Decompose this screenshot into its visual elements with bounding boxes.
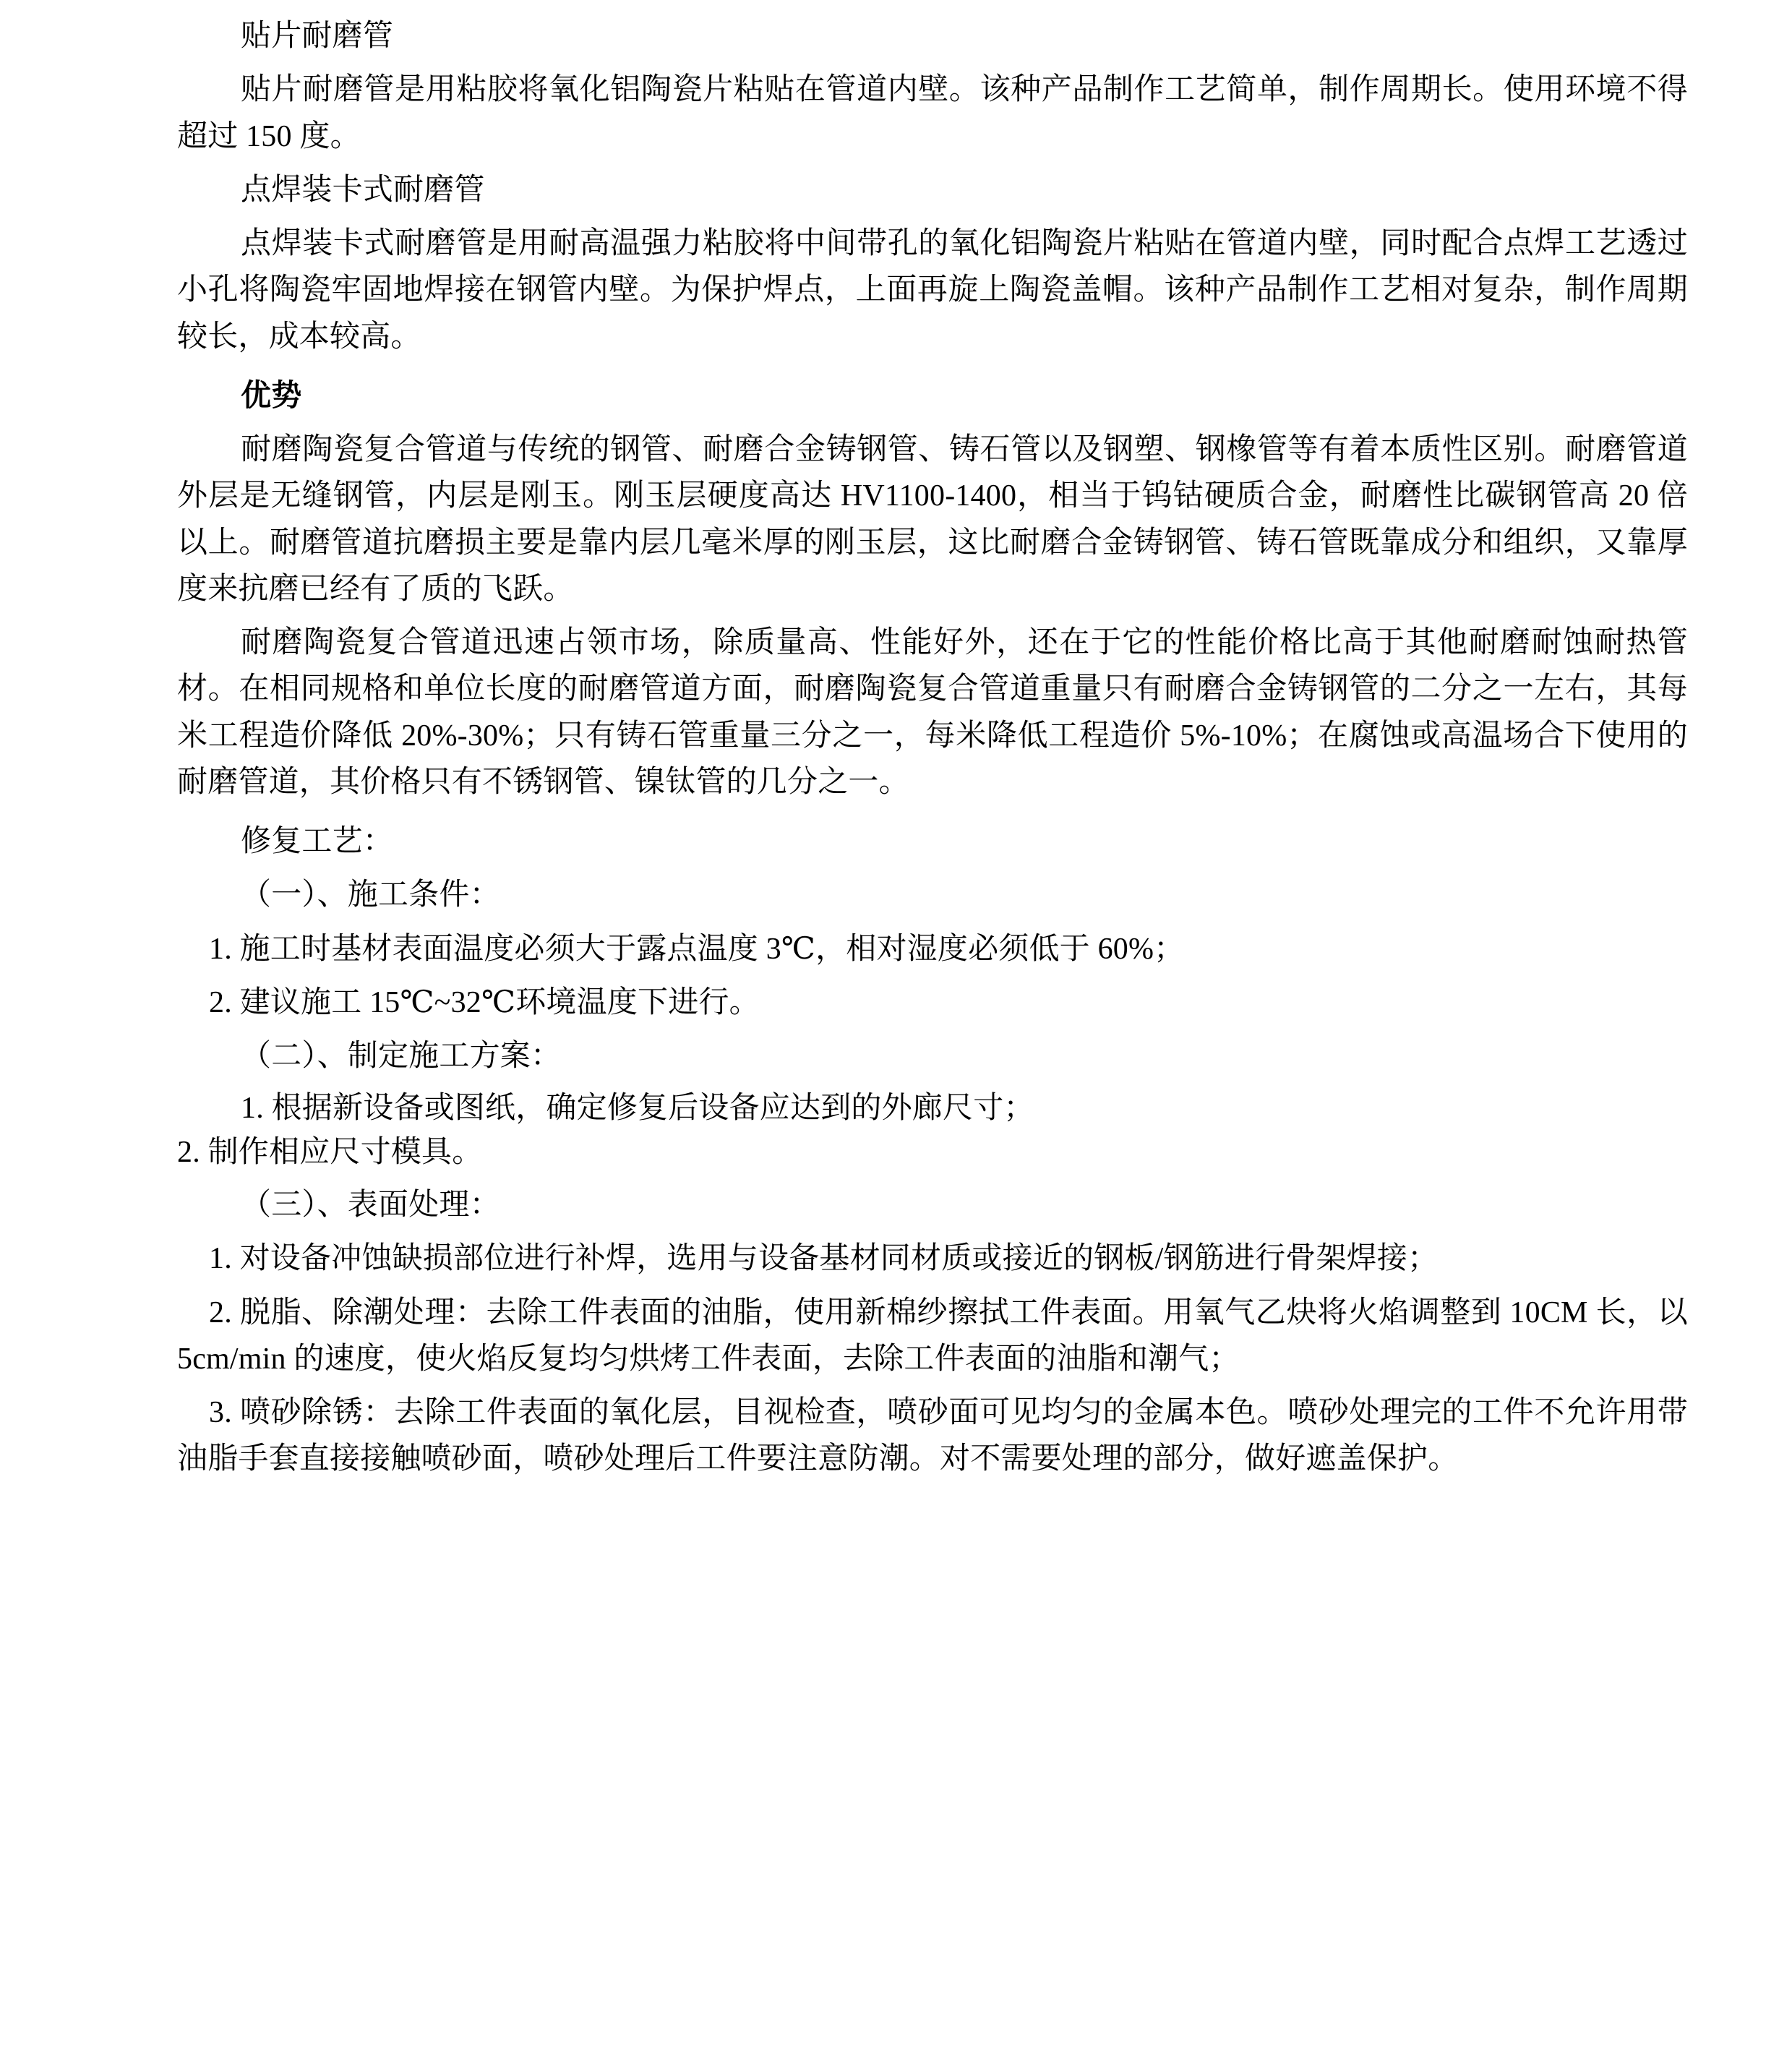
spacer: [177, 1382, 1688, 1389]
paragraph-section-three: （三）、表面处理：: [241, 1188, 500, 1222]
spacer: [177, 1079, 1688, 1087]
spacer: [177, 972, 1688, 980]
spacer: [177, 919, 1688, 926]
spacer: [177, 612, 1688, 620]
spacer: [177, 59, 1688, 67]
section-heading-advantages: 优势: [241, 379, 302, 413]
spacer: [177, 360, 1688, 373]
list-item-surface-3: 3. 喷砂除锈：去除工件表面的氧化层，目视检查，喷砂面可见均匀的金属本色。喷砂处理完的工件不允许用带油脂手套直接接触喷砂面，喷砂处理后工件要注意防潮。对不需要处理的部分，做好遮盖保护。: [177, 1396, 1688, 1476]
spacer: [177, 160, 1688, 167]
spacer: [177, 805, 1688, 818]
spacer: [177, 1228, 1688, 1235]
list-item-condition-2: 2. 建议施工 15℃~32℃环境温度下进行。: [209, 985, 760, 1019]
paragraph-subheading-tiepian: 贴片耐磨管: [241, 20, 394, 53]
spacer: [177, 1175, 1688, 1182]
list-item-plan-2: 2. 制作相应尺寸模具。: [177, 1136, 483, 1170]
paragraph-subheading-dianhan: 点焊装卡式耐磨管: [241, 173, 485, 207]
document-body: [177, 13, 1688, 1483]
list-item-surface-1: 1. 对设备冲蚀缺损部位进行补焊，选用与设备基材同材质或接近的钢板/钢筋进行骨架焊接；: [209, 1242, 1439, 1276]
paragraph-tiepian-desc: 贴片耐磨管是用粘胶将氧化铝陶瓷片粘贴在管道内壁。该种产品制作工艺简单，制作周期长。使用环境不得超过 150 度。: [177, 73, 1688, 153]
paragraph-advantages-1: 耐磨陶瓷复合管道与传统的钢管、耐磨合金铸钢管、铸石管以及钢塑、钢橡管等有着本质性区别。耐磨管道外层是无缝钢管，内层是刚玉。刚玉层硬度高达 HV1100-1400，相当于钨钴硬质合金，耐磨性比碳钢管高 20 倍以上。耐磨管道抗磨损主要是靠内层几毫米厚的刚玉层，这比耐磨合金铸钢管、铸石管既靠成分和组织，又靠厚度来抗磨已经有了质的飞跃。: [177, 433, 1688, 606]
paragraph-advantages-2: 耐磨陶瓷复合管道迅速占领市场，除质量高、性能好外，还在于它的性能价格比高于其他耐磨耐蚀耐热管材。在相同规格和单位长度的耐磨管道方面，耐磨陶瓷复合管道重量只有耐磨合金铸钢管的二分之一左右，其每米工程造价降低 20%-30%；只有铸石管重量三分之一，每米降低工程造价 5%-10%；在腐蚀或高温场合下使用的耐磨管道，其价格只有不锈钢管、镍钛管的几分之一。: [177, 626, 1688, 799]
spacer: [177, 213, 1688, 220]
list-item-condition-1: 1. 施工时基材表面温度必须大于露点温度 3℃，相对湿度必须低于 60%；: [209, 932, 1185, 966]
paragraph-dianhan-desc: 点焊装卡式耐磨管是用耐高温强力粘胶将中间带孔的氧化铝陶瓷片粘贴在管道内壁，同时配合点焊工艺透过小孔将陶瓷牢固地焊接在钢管内壁。为保护焊点，上面再旋上陶瓷盖帽。该种产品制作工艺相对复杂，制作周期较长，成本较高。: [177, 227, 1688, 354]
paragraph-section-two: （二）、制定施工方案：: [241, 1040, 562, 1073]
list-item-surface-2: 2. 脱脂、除潮处理：去除工件表面的油脂，使用新棉纱擦拭工件表面。用氧气乙炔将火焰调整到 10CM 长，以 5cm/min 的速度，使火焰反复均匀烘烤工件表面，去除工件表面的油脂和潮气；: [177, 1295, 1688, 1376]
spacer: [177, 865, 1688, 872]
paragraph-repair-process-title: 修复工艺：: [241, 825, 394, 858]
spacer: [177, 1282, 1688, 1290]
list-item-plan-1: 1. 根据新设备或图纸，确定修复后设备应达到的外廊尺寸；: [241, 1092, 1034, 1126]
spacer: [177, 419, 1688, 427]
spacer: [177, 1026, 1688, 1033]
paragraph-section-one: （一）、施工条件：: [241, 878, 500, 912]
